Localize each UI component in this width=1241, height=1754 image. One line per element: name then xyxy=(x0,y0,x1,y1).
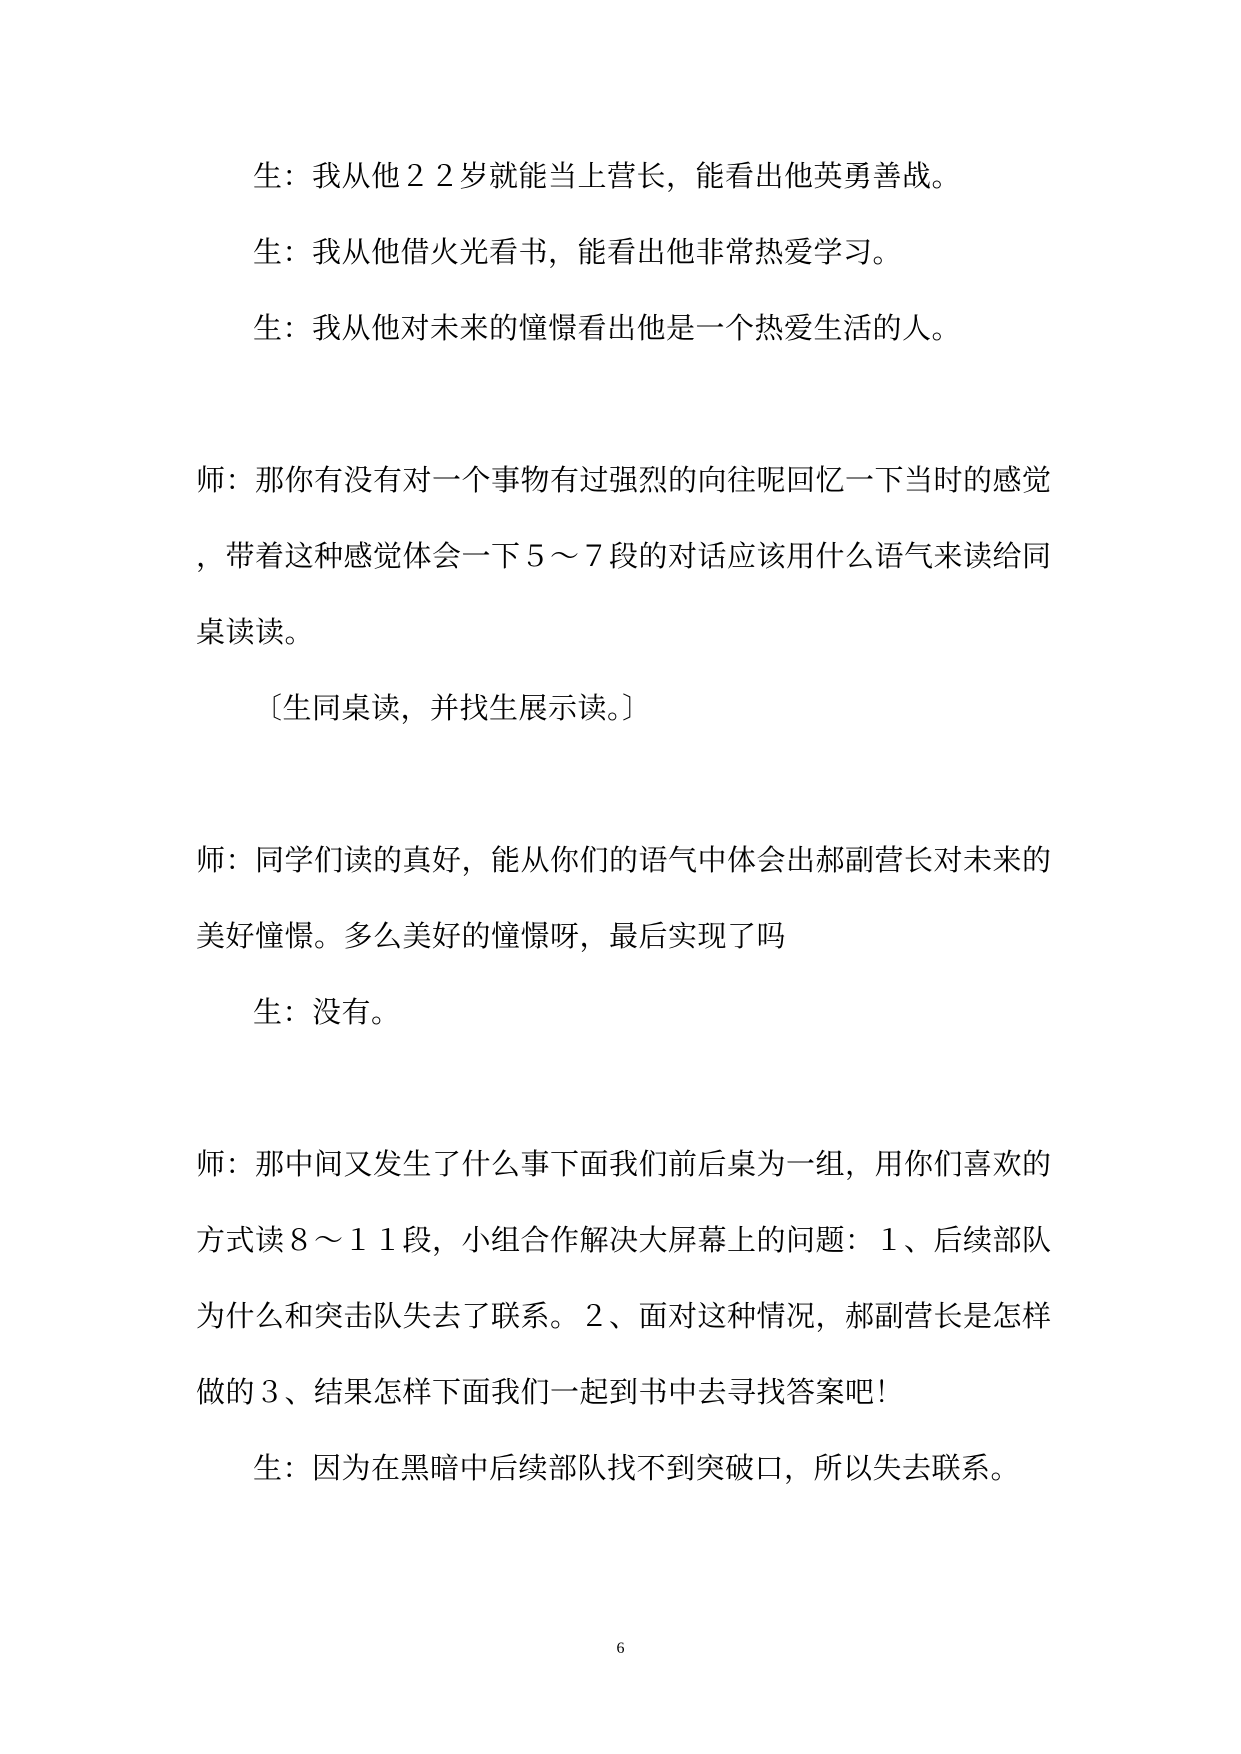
paragraph-line: 生：我从他对未来的憧憬看出他是一个热爱生活的人。 xyxy=(253,311,962,345)
paragraph-line: ，带着这种感觉体会一下５～７段的对话应该用什么语气来读给同 xyxy=(196,539,1052,573)
paragraph-line: 为什么和突击队失去了联系。２、面对这种情况，郝副营长是怎样 xyxy=(196,1299,1052,1333)
paragraph-line: 方式读８～１１段，小组合作解决大屏幕上的问题：１、后续部队 xyxy=(196,1223,1052,1257)
stage-direction: 〔生同桌读，并找生展示读。〕 xyxy=(253,691,652,725)
paragraph-line: 师：同学们读的真好，能从你们的语气中体会出郝副营长对未来的 xyxy=(196,843,1052,877)
paragraph-line: 美好憧憬。多么美好的憧憬呀，最后实现了吗 xyxy=(196,919,787,953)
paragraph-line: 做的３、结果怎样下面我们一起到书中去寻找答案吧！ xyxy=(196,1375,905,1409)
paragraph-line: 生：我从他２２岁就能当上营长，能看出他英勇善战。 xyxy=(253,159,962,193)
paragraph-line: 桌读读。 xyxy=(196,615,315,649)
paragraph-line: 生：因为在黑暗中后续部队找不到突破口，所以失去联系。 xyxy=(253,1451,1021,1485)
page-number: 6 xyxy=(616,1640,625,1657)
paragraph-line: 师：那中间又发生了什么事下面我们前后桌为一组，用你们喜欢的 xyxy=(196,1147,1052,1181)
paragraph-line: 生：没有。 xyxy=(253,995,401,1029)
paragraph-line: 师：那你有没有对一个事物有过强烈的向往呢回忆一下当时的感觉 xyxy=(196,463,1052,497)
paragraph-line: 生：我从他借火光看书，能看出他非常热爱学习。 xyxy=(253,235,903,269)
